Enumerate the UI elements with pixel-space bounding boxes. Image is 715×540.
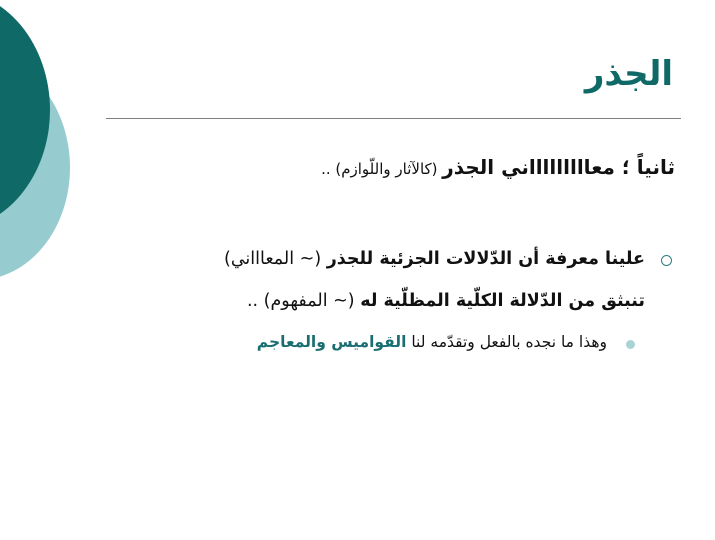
- point-2-line-1-normal: (~ المعاااني): [224, 249, 327, 269]
- hollow-circle-bullet-icon: [661, 255, 672, 266]
- sub-point-normal: وهذا ما نجده بالفعل وتقدّمه لنا: [406, 333, 607, 351]
- title-divider: [106, 118, 681, 119]
- point-2-line-2-bold: تنبثق من الدّلالة الكلّية المظلّية له: [360, 291, 645, 311]
- point-2-line-1: [224, 244, 645, 274]
- point-2-line-2-normal: (~ المفهوم) ..: [246, 291, 361, 311]
- sub-point-highlight: القواميس والمعاجم: [256, 333, 407, 351]
- point-1-bold: ثانياً ؛ معاااااااااني الجذر: [442, 155, 675, 179]
- point-1: [321, 150, 675, 186]
- filled-circle-bullet-icon: [626, 340, 635, 349]
- slide-title: الجذر: [584, 54, 673, 94]
- point-1-normal: (كالآثار واللّوازم) ..: [321, 160, 443, 178]
- point-2-line-2: [247, 286, 645, 316]
- point-2-line-1-bold: علينا معرفة أن الدّلالات الجزئية للجذر: [326, 249, 645, 269]
- sub-point: [257, 328, 607, 356]
